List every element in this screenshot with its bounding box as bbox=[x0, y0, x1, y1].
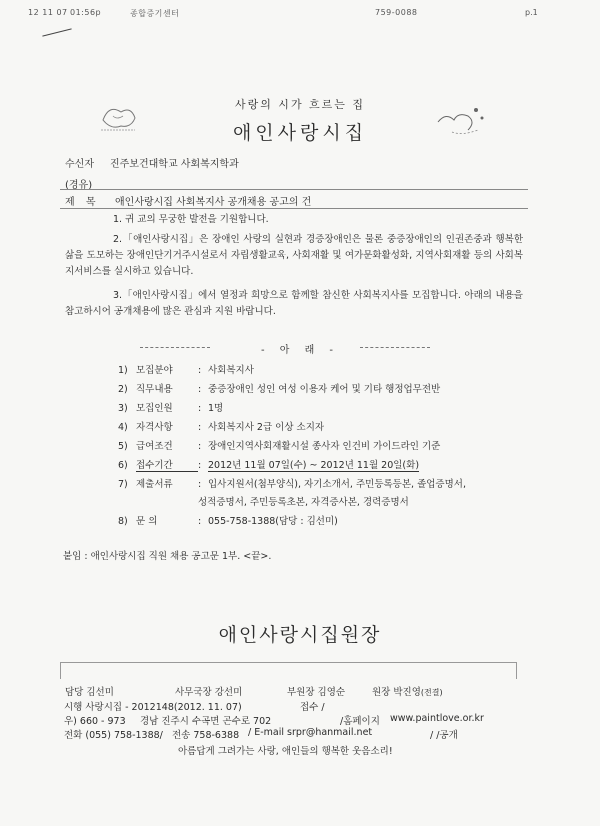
recipient-value: 진주보건대학교 사회복지학과 bbox=[109, 159, 239, 170]
list-item: 6) 접수기간 : 2012년 11월 07일(수) ~ 2012년 11월 20일(화) bbox=[118, 457, 419, 472]
paragraph-3: 3.「애인사랑시집」에서 열정과 희망으로 함께할 참신한 사회복지사를 모집합니다. 아래의 내용을 참고하시어 공개채용에 많은 관심과 지원 바랍니다. bbox=[65, 290, 523, 317]
list-item: 5) 급여조건 : 장애인지역사회재활시설 종사자 인건비 가이드라인 기준 bbox=[118, 441, 441, 452]
org-name: 애인사랑시집 bbox=[232, 122, 368, 144]
approval-vice: 부원장 김영순 bbox=[287, 687, 346, 698]
email: / E-mail srpr@hanmail.net bbox=[248, 727, 373, 738]
public-note: / /공개 bbox=[430, 730, 458, 741]
list-item: 3) 모집인원 : 1명 bbox=[118, 403, 224, 414]
fax-number: 759-0088 bbox=[375, 8, 418, 17]
org-motto: 사랑의 시가 흐르는 집 bbox=[234, 98, 366, 111]
fax-sender: 종합증기센터 bbox=[130, 9, 180, 18]
homepage-label: /홈페이지 bbox=[340, 716, 380, 727]
list-item: 1) 모집분야 : 사회복지사 bbox=[118, 365, 254, 376]
approval-staff: 담당 김선미 bbox=[65, 687, 114, 698]
fax-date: 12 11 07 bbox=[28, 8, 68, 17]
paragraph-1: 1. 귀 교의 무궁한 발전을 기원합니다. bbox=[113, 214, 269, 225]
list-item: 8) 문 의 : 055-758-1388(담당 : 김선미) bbox=[118, 516, 338, 527]
via-line: (경유) bbox=[65, 180, 93, 191]
address-line: 경남 진주시 수곡면 곤수로 702 bbox=[140, 716, 272, 727]
list-item: 4) 자격사항 : 사회복지사 2급 이상 소지자 bbox=[118, 422, 325, 433]
pen-mark bbox=[42, 28, 71, 36]
paragraph-2: 2.「애인사랑시집」은 장애인 사랑의 실현과 경증장애인은 물론 중증장애인의 인권존중과 행복한 삶을 도모하는 장애인단기거주시설로서 자립생활교육, 사회재활 및 여가문화활성화, 지역사회재활 등의 사회복지서비스를 실시하고 있습니다. bbox=[65, 234, 523, 277]
fax-time: 01:56p bbox=[70, 8, 102, 17]
recipient-label: 수신자 bbox=[65, 159, 94, 170]
phone: 전화 (055) 758-1388/ bbox=[64, 730, 163, 741]
subject-value: 애인사랑시집 사회복지사 공개채용 공고의 건 bbox=[115, 197, 312, 208]
list-item-continued: 성적증명서, 주민등록초본, 자격증사본, 경력증명서 bbox=[198, 497, 409, 508]
notice-heading: - 아 래 - bbox=[260, 345, 340, 356]
approval-director: 사무국장 강선미 bbox=[175, 687, 243, 698]
homepage-url: www.paintlove.or.kr bbox=[390, 713, 484, 724]
sender-title: 애인사랑시집원장 bbox=[218, 624, 382, 646]
approval-head: 원장 박진영(전결) bbox=[372, 687, 443, 698]
attachment-note: 붙임 : 애인사랑시집 직원 채용 공고문 1부. <끝>. bbox=[63, 551, 272, 562]
subject-label: 제 목 bbox=[65, 197, 100, 208]
fax-number-footer: 전송 758-6388 bbox=[172, 730, 240, 741]
slogan: 아름답게 그려가는 사랑, 애인들의 행복한 웃음소리! bbox=[178, 746, 393, 757]
enforcement-line: 시행 사랑시집 - 2012148(2012. 11. 07) bbox=[64, 702, 242, 713]
fax-page: p.1 bbox=[525, 8, 538, 17]
list-item: 2) 직무내용 : 중증장애인 성인 여성 이용자 케어 및 기타 행정업무전반 bbox=[118, 384, 441, 395]
receipt-line: 접수 / bbox=[300, 702, 325, 713]
divider-right bbox=[360, 347, 430, 348]
address-postal: 우) 660 - 973 bbox=[64, 716, 126, 727]
subject-row bbox=[60, 189, 528, 209]
list-item: 7) 제출서류 : 입사지원서(첨부양식), 자기소개서, 주민등록등본, 졸업증명서, bbox=[118, 479, 466, 490]
approval-box bbox=[60, 662, 517, 679]
recipient bbox=[65, 155, 239, 170]
